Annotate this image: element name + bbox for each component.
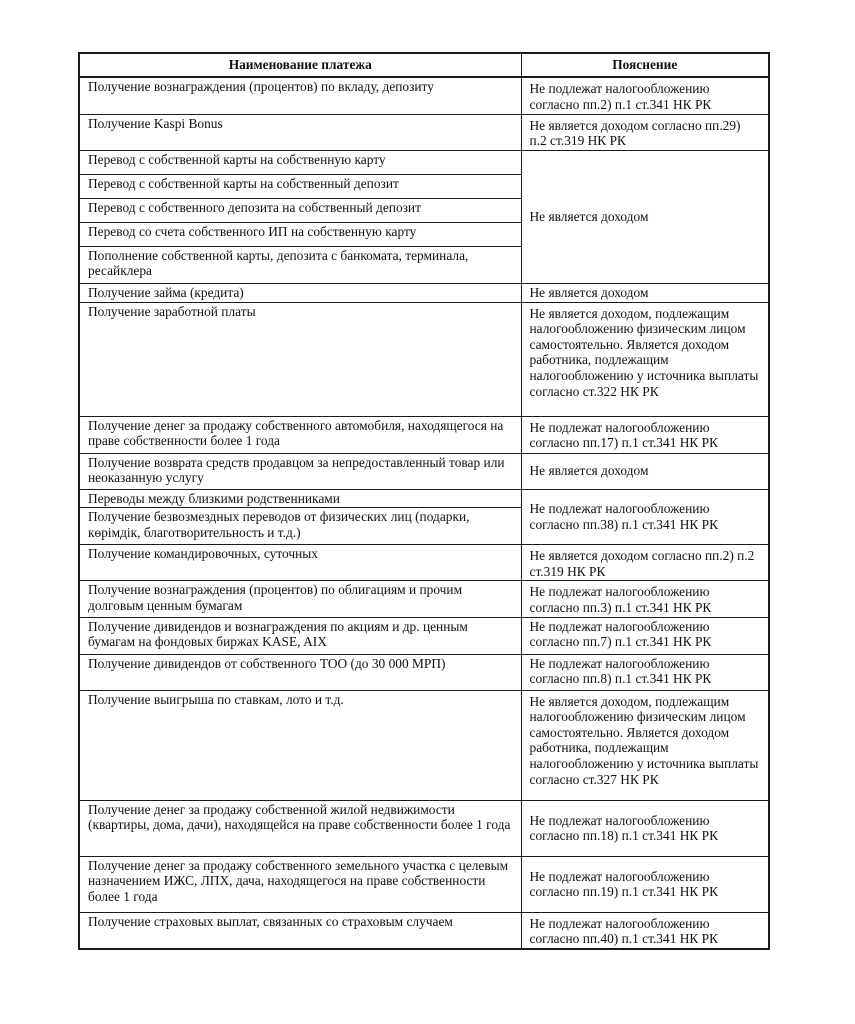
payment-cell: Получение Kaspi Bonus [79,114,521,150]
table-row [79,690,769,800]
explanation-cell: Не подлежат налогообложению согласно пп.3) п.1 ст.341 НК РК [521,581,769,617]
explanation-cell: Не является доходом [521,150,769,283]
explanation-cell: Не является доходом, подлежащим налогообложению физическим лицом самостоятельно. Является доходом работника, подлежащим налогообложению у источника выплаты согласно ст.322 НК РК [521,302,769,416]
header-payment-name: Наименование платежа [79,53,521,77]
table-row [79,581,769,617]
table-row [79,453,769,489]
payment-cell: Получение денег за продажу собственного земельного участка с целевым назначением ИЖС, ЛПХ, дача, находящегося на праве собственности более 1 года [79,856,521,912]
payment-cell: Получение денег за продажу собственной жилой недвижимости (квартиры, дома, дачи), находящейся на праве собственности более 1 года [79,800,521,856]
explanation-cell: Не подлежат налогообложению согласно пп.2) п.1 ст.341 НК РК [521,77,769,114]
table-row [79,150,769,174]
table-row [79,77,769,114]
table-row [79,489,769,508]
explanation-cell: Не подлежат налогообложению согласно пп.17) п.1 ст.341 НК РК [521,416,769,453]
explanation-cell: Не подлежат налогообложению согласно пп.7) п.1 ст.341 НК РК [521,617,769,654]
table-row [79,912,769,949]
table-row [79,800,769,856]
table-row [79,283,769,302]
explanation-cell: Не является доходом согласно пп.29) п.2 ст.319 НК РК [521,114,769,150]
header-explanation: Пояснение [521,53,769,77]
explanation-cell: Не подлежат налогообложению согласно пп.19) п.1 ст.341 НК РК [521,856,769,912]
payment-cell: Получение выигрыша по ставкам, лото и т.д. [79,690,521,800]
explanation-cell: Не является доходом согласно пп.2) п.2 ст.319 НК РК [521,545,769,581]
payment-cell: Получение вознаграждения (процентов) по вкладу, депозиту [79,77,521,114]
table-row [79,114,769,150]
payments-table [78,52,770,950]
table-row [79,654,769,690]
explanation-cell: Не подлежат налогообложению согласно пп.8) п.1 ст.341 НК РК [521,654,769,690]
payment-cell: Перевод с собственного депозита на собственный депозит [79,198,521,222]
payment-cell: Получение займа (кредита) [79,283,521,302]
payment-cell: Получение безвозмездных переводов от физических лиц (подарки, көрімдік, благотворительность и т.д.) [79,508,521,545]
payment-cell: Пополнение собственной карты, депозита с банкомата, терминала, ресайклера [79,246,521,283]
payment-cell: Получение дивидендов от собственного ТОО (до 30 000 МРП) [79,654,521,690]
payment-cell: Получение заработной платы [79,302,521,416]
payment-cell: Получение командировочных, суточных [79,545,521,581]
table-header-row [79,53,769,77]
payment-cell: Получение возврата средств продавцом за непредоставленный товар или неоказанную услугу [79,453,521,489]
payment-cell: Получение дивидендов и вознаграждения по акциям и др. ценным бумагам на фондовых биржах KASE, AIX [79,617,521,654]
explanation-cell: Не является доходом [521,453,769,489]
table-row [79,416,769,453]
payment-cell: Перевод с собственной карты на собственную карту [79,150,521,174]
payment-cell: Переводы между близкими родственниками [79,489,521,508]
explanation-cell: Не подлежат налогообложению согласно пп.40) п.1 ст.341 НК РК [521,912,769,949]
table-row [79,617,769,654]
payment-cell: Перевод с собственной карты на собственный депозит [79,174,521,198]
explanation-cell: Не подлежат налогообложению согласно пп.38) п.1 ст.341 НК РК [521,489,769,545]
explanation-cell: Не подлежат налогообложению согласно пп.18) п.1 ст.341 НК РК [521,800,769,856]
payment-cell: Перевод со счета собственного ИП на собственную карту [79,222,521,246]
payment-cell: Получение денег за продажу собственного автомобиля, находящегося на праве собственности более 1 года [79,416,521,453]
table-row [79,545,769,581]
explanation-cell: Не является доходом [521,283,769,302]
document-page [78,52,768,950]
table-row [79,856,769,912]
payment-cell: Получение страховых выплат, связанных со страховым случаем [79,912,521,949]
payment-cell: Получение вознаграждения (процентов) по облигациям и прочим долговым ценным бумагам [79,581,521,617]
explanation-cell: Не является доходом, подлежащим налогообложению физическим лицом самостоятельно. Является доходом работника, подлежащим налогообложению у источника выплаты согласно ст.327 НК РК [521,690,769,800]
table-row [79,302,769,416]
